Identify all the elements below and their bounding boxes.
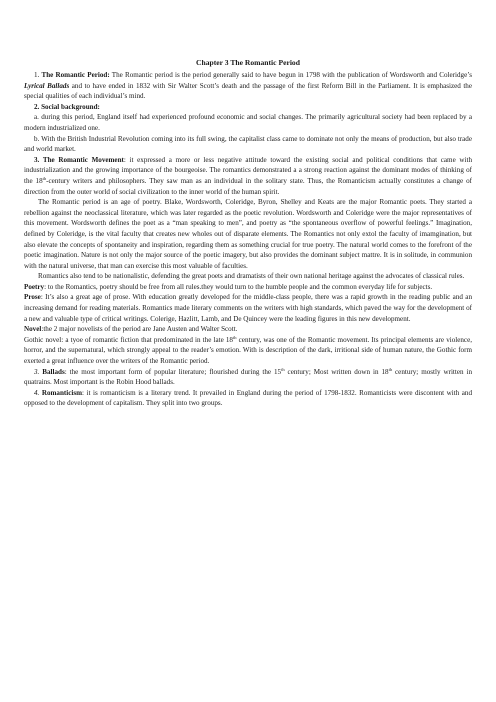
- paragraph-romantic-period: [24, 70, 472, 102]
- paragraph-age-of-poetry: The Romantic period is an age of poetry. Blake, Wordsworth, Coleridge, Byron, Shelley and Keats are the major Romantic poets. They started a rebellion against the neoclassical literature, which was later regarded as the poetic revolution. Wordsworth and Coleridge were the major representatives of this movement. Wordsworth defines the poet as a “man speaking to men”, and poetry as “the spontaneous overflow of powerful feelings.” Imagination, defined by Coleridge, is the vital faculty that creates new wholes out of disparate elements. The Romantics not only extol the faculty of imamgination, but also elevate the concepts of spontaneity and inspiration, regarding them as something crucial for true poetry. The natural world comes to the forefront of the poetic imagination. Nature is not only the major source of the poetic imagery, but also provides the dominant subject mattre. It is in solitude, in communion with the natural universe, that man can exercise this most valuable of faculties.: [24, 198, 472, 270]
- paragraph-text: : the most important form of popular literature; flourished during the 15: [64, 367, 282, 376]
- chapter-title: Chapter 3 The Romantic Period: [196, 58, 300, 67]
- section-heading: Ballads: [42, 367, 65, 376]
- book-title: Lyrical Ballads: [24, 81, 70, 90]
- document-page: [24, 58, 472, 409]
- paragraph-text: century, was one of the Romantic movement. Its principal elements are violence, horror, and the supernatural, which strongly appeal to the reader’s emotion. With is description of the dark, irritional side of human nature, the Gothic form exerted a great influence over the writers of the Romantic period.: [24, 335, 472, 366]
- paragraph-social-b: b. With the British Industrial Revolution coming into its full swing, the capitalist class came to dominate not only the means of production, but also trade and world market.: [24, 134, 472, 154]
- paragraph-text: : it is romanticism is a literary trend. It prevailed in England during the period of 1798-1832. Romanticists were discontent with and opposed to the development of capitalism. They split into two groups.: [24, 388, 473, 408]
- superscript: th: [232, 334, 237, 340]
- section-heading: 2. Social background:: [34, 102, 100, 111]
- section-heading: Prose: [24, 293, 41, 302]
- paragraph-novel: [24, 324, 472, 335]
- section-heading: 3. The Romantic Movement: [34, 155, 124, 164]
- paragraph-text: : It’s also a great age of prose. With education greatly developed for the middle-class people, there was a rapid growth in the reading public and an increasing demand for reading materials. Romantics made literary comments on the writers with high standards, which paved the way for the development of a new and valuable type of critical writings. Colerige, Hazlitt, Lamb, and De Quincey were the leading figures in this new development.: [24, 293, 472, 323]
- superscript: th: [388, 366, 393, 372]
- paragraph-social-background: [24, 102, 472, 113]
- paragraph-romantic-movement: [24, 155, 472, 197]
- paragraph-text: century; Most written down in 18: [284, 367, 389, 376]
- paragraph-gothic-novel: [24, 335, 472, 367]
- paragraph-text: -century writers and philosophers. They saw man as an individual in the solitary state. Thus, the Romanticism actually constitutes a change of direction from the outer world of social civilization to the inner world of the human spirit.: [24, 176, 472, 196]
- section-heading: Poetry: [24, 282, 45, 291]
- section-heading: Romanticism: [41, 388, 83, 397]
- section-heading: The Romantic Period:: [41, 71, 110, 79]
- paragraph-text: and to have ended in 1832 with Sir Walter Scott’s death and the passage of the first Reform Bill in the Parliament. It is emphasized the special qualities of each individual’s mind.: [24, 81, 472, 101]
- paragraph-text: : to the Romantics, poetry should be free from all rules.they would turn to the humble people and the common everyday life for subjects.: [44, 282, 433, 291]
- paragraph-text: : it expressed a more or less negative attitude toward the existing social and political conditions that came with industrialization and the growing importance of the bourgeoise. The romantics demonstrated a a strong reaction against the dominant modes of thinking of the 18: [24, 155, 472, 185]
- paragraph-social-a: a. during this period, England itself had experienced profound economic and social changes. The primarily agricultural society had been replaced by a modern industrialized one.: [24, 113, 472, 132]
- section-number: 3.: [34, 367, 43, 376]
- paragraph-text: The Romantic period is the period generally said to have begun in 1798 with the publication of Wordsworth and Coleridge’s: [109, 71, 472, 79]
- paragraph-prose: [24, 292, 472, 324]
- section-heading: Novel: [24, 325, 42, 334]
- paragraph-text: century; mostly written in quatrains. Most important is the Robin Hood ballads.: [24, 367, 473, 387]
- superscript: th: [42, 175, 47, 181]
- section-number: 1.: [34, 71, 42, 79]
- superscript: th: [281, 366, 285, 372]
- paragraph-text: :the 2 major novelists of the period are Jane Austen and Walter Scott.: [41, 325, 238, 334]
- section-number: 4.: [34, 388, 42, 397]
- paragraph-poetry: [24, 282, 472, 293]
- paragraph-text: Gothic novel: a tyoe of romantic fiction that predominated in the late 18: [24, 335, 233, 344]
- paragraph-romanticism: [24, 388, 472, 409]
- paragraph-ballads: [24, 367, 472, 388]
- paragraph-nationalistic: Romantics also tend to be nationalistic, defending the great poets and dramatists of their own national heritage against the advocates of classical rules.: [38, 272, 465, 281]
